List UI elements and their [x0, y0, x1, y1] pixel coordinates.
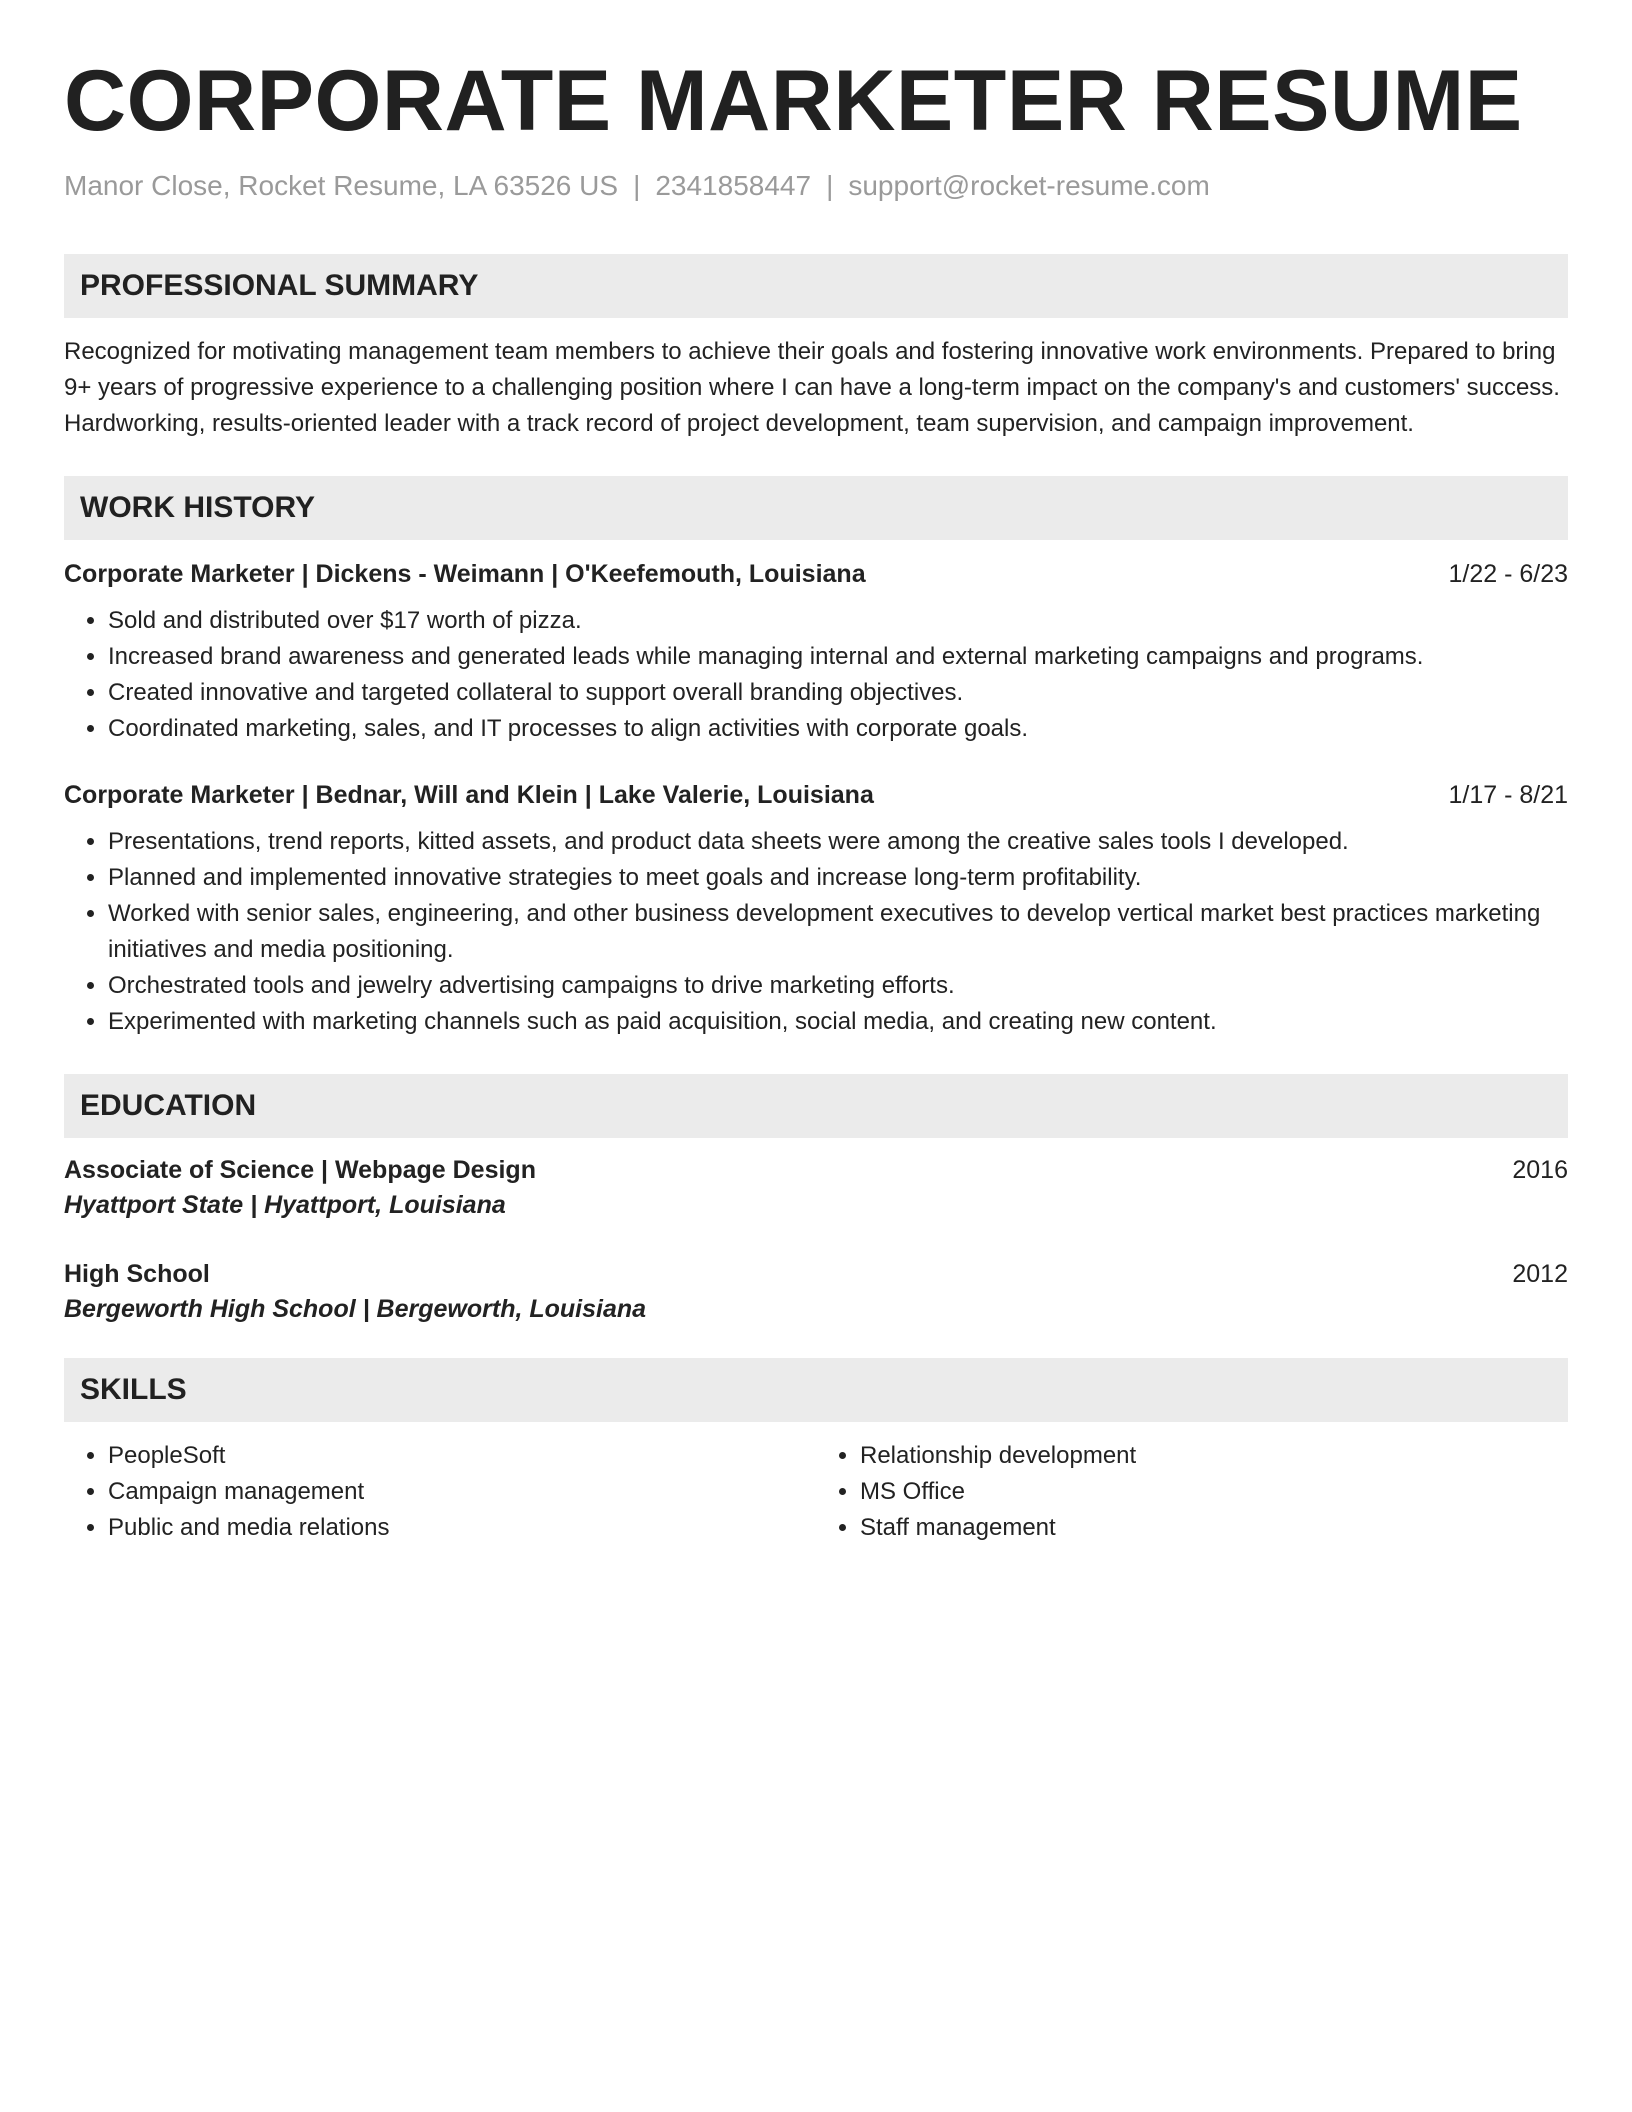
education-year: 2012 — [1512, 1260, 1568, 1288]
education-header — [64, 1156, 1568, 1185]
contact-address: Manor Close, Rocket Resume, LA 63526 US — [64, 170, 619, 201]
job-entry — [64, 560, 1568, 747]
education-degree: Associate of Science | Webpage Design — [64, 1156, 536, 1184]
contact-separator: | — [633, 170, 641, 201]
section-heading-work-history: WORK HISTORY — [64, 476, 1568, 540]
job-bullets — [64, 603, 1568, 747]
job-dates: 1/22 - 6/23 — [1448, 560, 1568, 588]
contact-separator: | — [826, 170, 834, 201]
education-entry — [64, 1156, 1568, 1220]
job-header — [64, 560, 1568, 589]
job-bullet: • Coordinated marketing, sales, and IT processes to align activities with corporate goals. — [108, 711, 1568, 747]
summary-text: Recognized for motivating management team members to achieve their goals and fostering innovative work environments. Prepared to bring 9+ years of progressive experience to a challenging position where I can have a long-term impact on the company's and customers' success. Hardworking, results-oriented leader with a track record of project development, team supervision, and campaign improvement. — [64, 338, 1560, 437]
education-degree: High School — [64, 1260, 210, 1288]
section-heading-education: EDUCATION — [64, 1074, 1568, 1138]
job-bullets — [64, 824, 1568, 1040]
education-year: 2016 — [1512, 1156, 1568, 1184]
job-title: Corporate Marketer | Dickens - Weimann | O'Keefemouth, Louisiana — [64, 560, 866, 588]
education-school: Bergeworth High School | Bergeworth, Louisiana — [64, 1295, 647, 1323]
job-bullet: • Worked with senior sales, engineering, and other business development executives to develop vertical market best practices marketing initiatives and media positioning. — [108, 896, 1568, 968]
skill-item: • Relationship development — [860, 1438, 1568, 1474]
skills-column-left — [64, 1438, 816, 1546]
skill-item: • Staff management — [860, 1510, 1568, 1546]
contact-email: support@rocket-resume.com — [848, 170, 1210, 201]
job-bullet: • Increased brand awareness and generated leads while managing internal and external marketing campaigns and programs. — [108, 639, 1568, 675]
resume-title: CORPORATE MARKETER RESUME — [64, 53, 1523, 149]
skills-column-right — [816, 1438, 1568, 1546]
education-school: Hyattport State | Hyattport, Louisiana — [64, 1191, 506, 1219]
section-heading-summary: PROFESSIONAL SUMMARY — [64, 254, 1568, 318]
skill-item: • PeopleSoft — [108, 1438, 816, 1474]
job-bullet: • Sold and distributed over $17 worth of pizza. — [108, 603, 1568, 639]
job-entry — [64, 781, 1568, 1040]
job-title: Corporate Marketer | Bednar, Will and Klein | Lake Valerie, Louisiana — [64, 781, 874, 809]
skill-item: • Campaign management — [108, 1474, 816, 1510]
job-header — [64, 781, 1568, 810]
job-bullet: • Experimented with marketing channels such as paid acquisition, social media, and creating new content. — [108, 1004, 1568, 1040]
job-dates: 1/17 - 8/21 — [1448, 781, 1568, 809]
education-entry — [64, 1260, 1568, 1324]
section-heading-skills: SKILLS — [64, 1358, 1568, 1422]
education-header — [64, 1260, 1568, 1289]
skills-list — [64, 1438, 1568, 1546]
skill-item: • Public and media relations — [108, 1510, 816, 1546]
contact-line — [64, 170, 1568, 202]
contact-phone: 2341858447 — [655, 170, 812, 201]
skill-item: • MS Office — [860, 1474, 1568, 1510]
job-bullet: • Planned and implemented innovative strategies to meet goals and increase long-term profitability. — [108, 860, 1568, 896]
job-bullet: • Created innovative and targeted collateral to support overall branding objectives. — [108, 675, 1568, 711]
job-bullet: • Orchestrated tools and jewelry advertising campaigns to drive marketing efforts. — [108, 968, 1568, 1004]
job-bullet: • Presentations, trend reports, kitted assets, and product data sheets were among the creative sales tools I developed. — [108, 824, 1568, 860]
